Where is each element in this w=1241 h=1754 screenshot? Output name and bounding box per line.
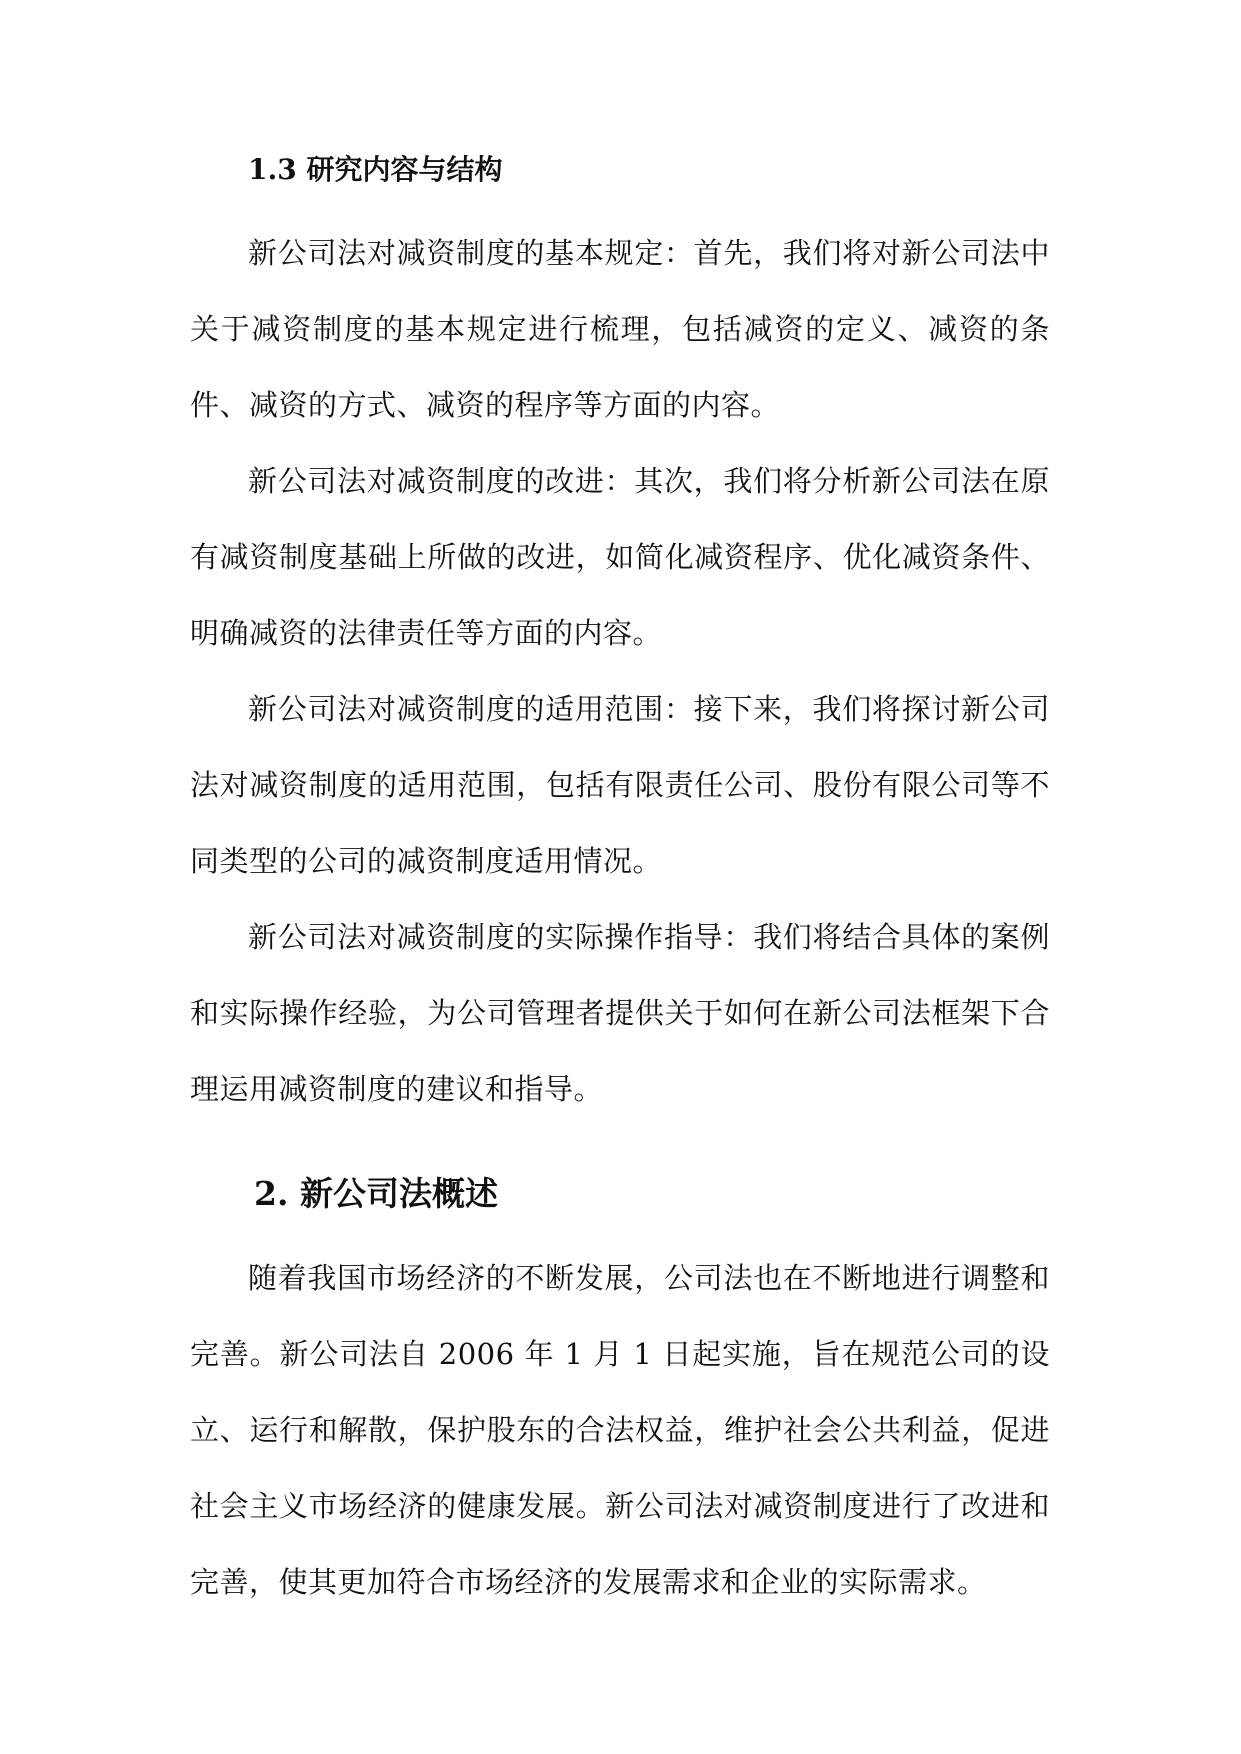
- paragraph-improvements: 新公司法对减资制度的改进：其次，我们将分析新公司法在原有减资制度基础上所做的改进，如简化减资程序、优化减资条件、明确减资的法律责任等方面的内容。: [190, 464, 1050, 650]
- paragraph-basic-provisions: 新公司法对减资制度的基本规定：首先，我们将对新公司法中关于减资制度的基本规定进行梳理，包括减资的定义、减资的条件、减资的方式、减资的程序等方面的内容。: [190, 236, 1050, 422]
- section-2-heading: 2. 新公司法概述: [254, 1174, 498, 1213]
- paragraph-overview: 随着我国市场经济的不断发展，公司法也在不断地进行调整和完善。新公司法自 2006 年 1 月 1 日起实施，旨在规范公司的设立、运行和解散，保护股东的合法权益，维护社会公共利益，促进社会主义市场经济的健康发展。新公司法对减资制度进行了改进和完善，使其更加符合市场经济的发展需求和企业的实际需求。: [190, 1261, 1050, 1599]
- paragraph-practical-guidance: 新公司法对减资制度的实际操作指导：我们将结合具体的案例和实际操作经验，为公司管理者提供关于如何在新公司法框架下合理运用减资制度的建议和指导。: [190, 920, 1050, 1106]
- section-1-3-heading: 1.3 研究内容与结构: [248, 153, 503, 186]
- paragraph-scope: 新公司法对减资制度的适用范围：接下来，我们将探讨新公司法对减资制度的适用范围，包括有限责任公司、股份有限公司等不同类型的公司的减资制度适用情况。: [190, 692, 1050, 878]
